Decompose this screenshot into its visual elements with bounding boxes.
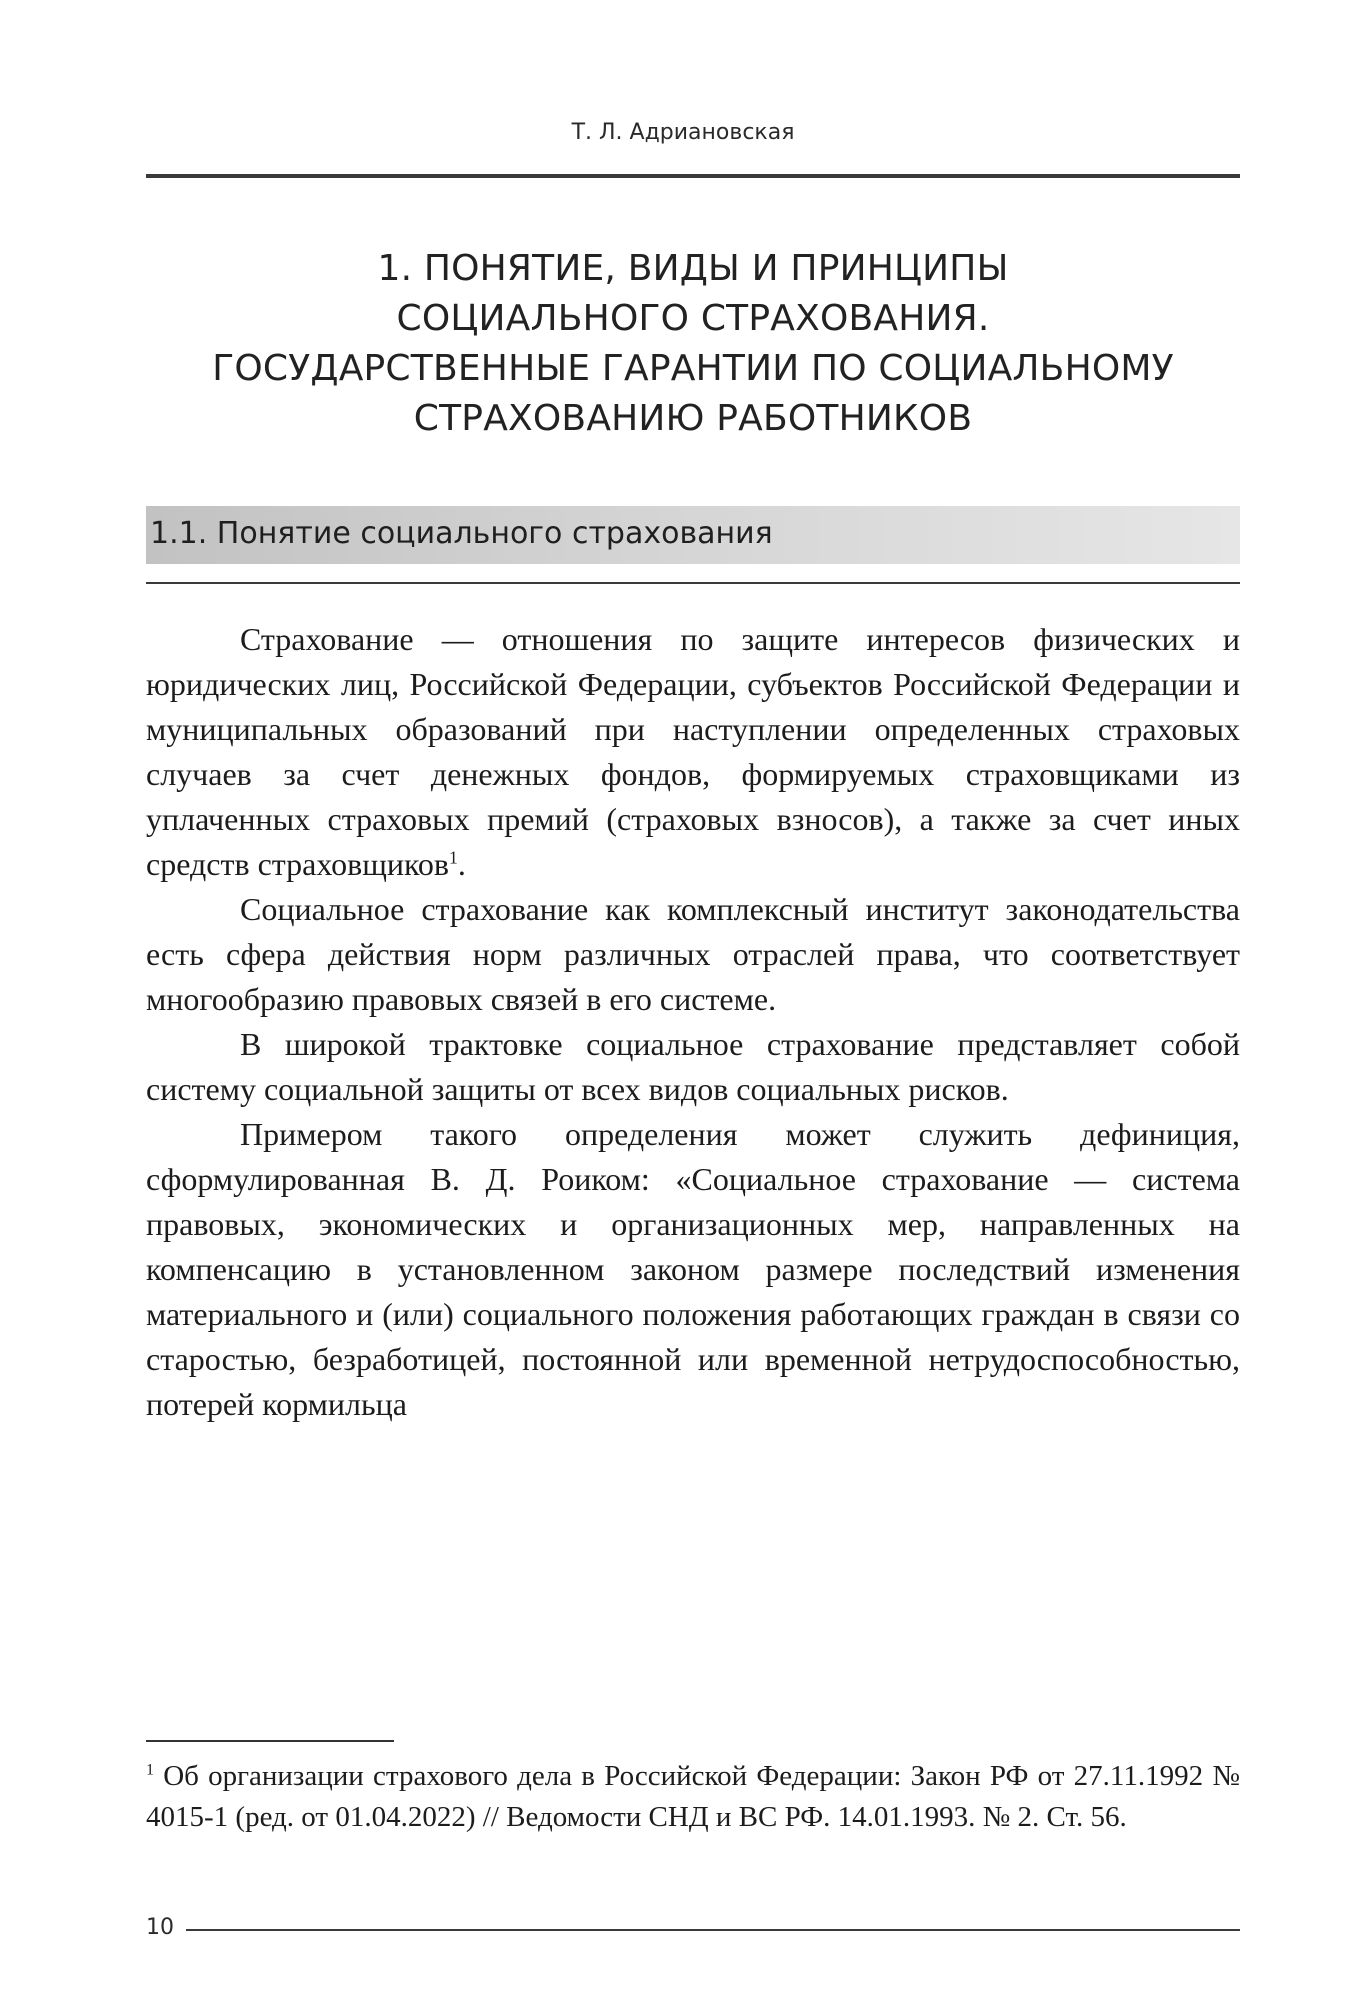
footnote-mark: 1: [146, 1761, 154, 1779]
paragraph-text: Страхование — отношения по защите интересов физических и юридических лиц, Российской Федерации, субъектов Российской Федерации и муниципальных образований при наступлении определенных страховых случаев за счет денежных фондов, формируемых страховщиками из уплаченных страховых премий (страховых взносов), а также за счет иных средств страховщиков: [146, 621, 1240, 882]
chapter-title: [146, 244, 1240, 444]
paragraph: Социальное страхование как комплексный институт законодательства есть сфера действия норм различных отраслей права, что соответствует многообразию правовых связей в его системе.: [146, 891, 1240, 1017]
running-head: Т. Л. Адриановская: [571, 120, 795, 145]
paragraph: Примером такого определения может служить дефиниция, сформулированная В. Д. Роиком: «Социальное страхование — система правовых, экономических и организационных мер, направленных на компенсацию в установленном законом размере последствий изменения материального и (или) социального положения работающих граждан в связи со старостью, безработицей, постоянной или временной нетрудоспособностью, потерей кормильца: [146, 1116, 1240, 1422]
chapter-title-line: ГОСУДАРСТВЕННЫЕ ГАРАНТИИ ПО СОЦИАЛЬНОМУ: [212, 348, 1174, 389]
footnote-reference[interactable]: 1: [449, 847, 458, 868]
footnotes: [146, 1756, 1240, 1838]
page-number: 10: [146, 1915, 174, 1940]
header-rule: [146, 174, 1240, 178]
paragraph: В широкой трактовке социальное страхование представляет собой систему социальной защиты от всех видов социальных рисков.: [146, 1026, 1240, 1107]
chapter-title-line: 1. ПОНЯТИЕ, ВИДЫ И ПРИНЦИПЫ: [377, 248, 1009, 289]
footnote-text: Об организации страхового дела в Российской Федерации: Закон РФ от 27.11.1992 № 4015-1 (ред. от 01.04.2022) // Ведомости СНД и ВС РФ. 14.01.1993. № 2. Ст. 56.: [146, 1760, 1240, 1833]
footnote: [146, 1756, 1240, 1838]
paragraph-end: .: [457, 846, 466, 882]
chapter-title-line: СТРАХОВАНИЮ РАБОТНИКОВ: [413, 398, 973, 439]
chapter-title-line: СОЦИАЛЬНОГО СТРАХОВАНИЯ.: [396, 298, 990, 339]
paragraph: [146, 617, 1240, 887]
footnote-separator: [146, 1740, 394, 1742]
section-title: 1.1. Понятие социального страхования: [150, 516, 773, 551]
footer-rule: [186, 1929, 1240, 1931]
section-rule: [146, 582, 1240, 584]
body-text: [146, 617, 1240, 1427]
